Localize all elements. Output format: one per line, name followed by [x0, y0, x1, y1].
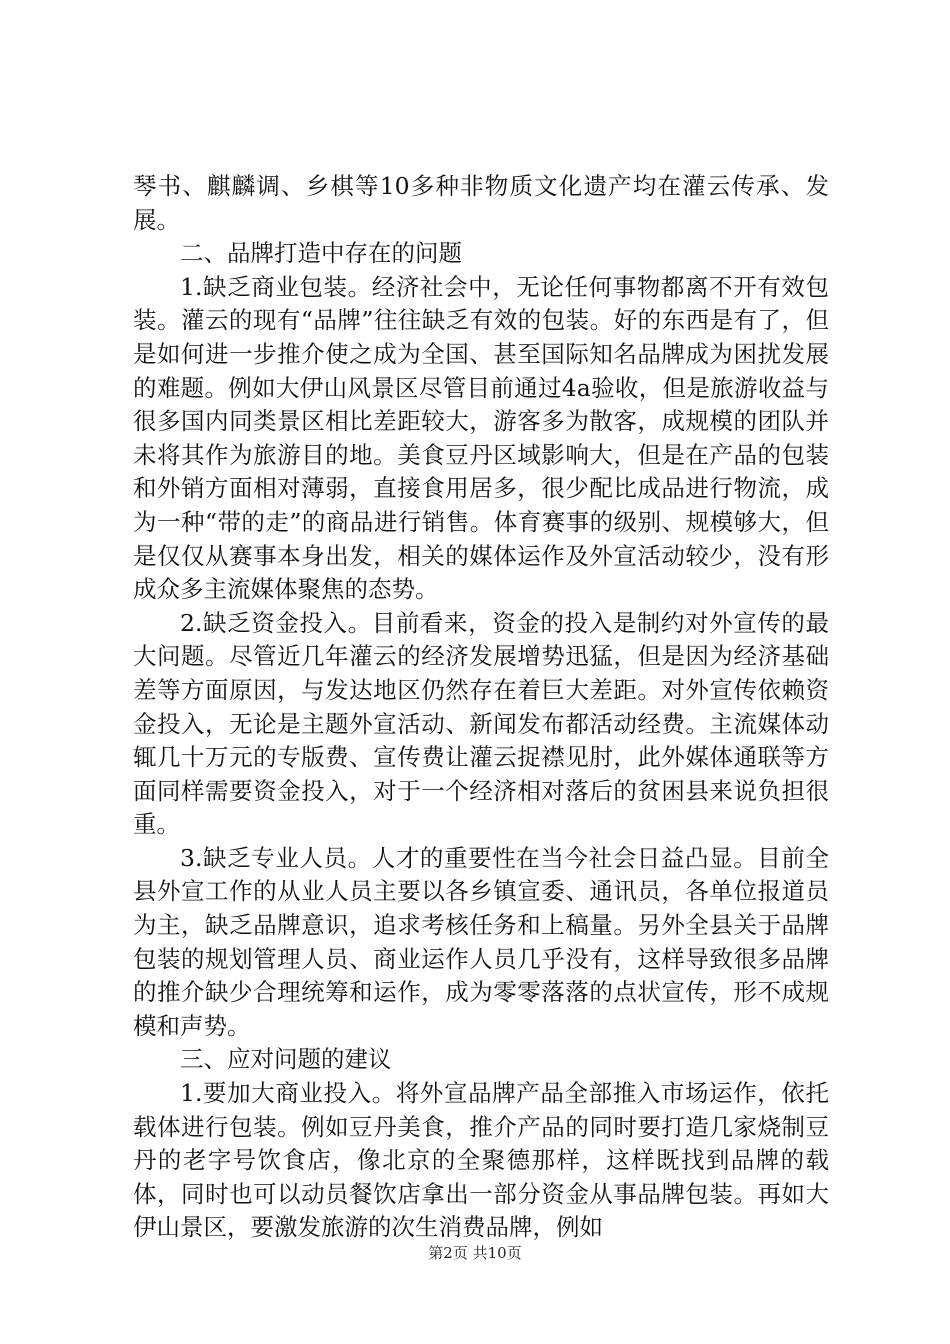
- page-number-footer: 第2页 共10页: [428, 1244, 522, 1262]
- section-heading-problems: 二、品牌打造中存在的问题: [180, 239, 462, 268]
- paragraph-packaging: 1.缺乏商业包装。经济社会中，无论任何事物都离不开有效包装。灌云的现有“品牌”往往缺乏有效的包装。好的东西是有了，但是如何进一步推介使之成为全国、甚至国际知名品牌成为困扰发展的难题。例如大伊山风景区尽管目前通过4a验收，但是旅游收益与很多国内同类景区相比差距较大，游客多为散客，成规模的团队并未将其作为旅游目的地。美食豆丹区域影响大，但是在产品的包装和外销方面相对薄弱，直接食用居多，很少配比成品进行物流，成为一种“带的走”的商品进行销售。体育赛事的级别、规模够大，但是仅仅从赛事本身出发，相关的媒体运作及外宣活动较少，没有形成众多主流媒体聚焦的态势。: [133, 272, 829, 604]
- section-heading-suggestions: 三、应对问题的建议: [180, 1045, 392, 1074]
- paragraph-commercial-investment: 1.要加大商业投入。将外宣品牌产品全部推入市场运作，依托载体进行包装。例如豆丹美食，推介产品的同时要打造几家烧制豆丹的老字号饮食店，像北京的全聚德那样，这样既找到品牌的载体，同时也可以动员餐饮店拿出一部分资金从事品牌包装。再如大伊山景区，要激发旅游的次生消费品牌，例如: [133, 1079, 829, 1242]
- document-body: [133, 170, 829, 1245]
- paragraph-continuation: 琴书、麒麟调、乡棋等10多种非物质文化遗产均在灌云传承、发展。: [133, 172, 829, 234]
- paragraph-funding: 2.缺乏资金投入。目前看来，资金的投入是制约对外宣传的最大问题。尽管近几年灌云的经济发展增势迅猛，但是因为经济基础差等方面原因，与发达地区仍然存在着巨大差距。对外宣传依赖资金投入，无论是主题外宣活动、新闻发布都活动经费。主流媒体动辄几十万元的专版费、宣传费让灌云捉襟见肘，此外媒体通联等方面同样需要资金投入，对于一个经济相对落后的贫困县来说负担很重。: [133, 608, 829, 839]
- paragraph-personnel: 3.缺乏专业人员。人才的重要性在当今社会日益凸显。目前全县外宣工作的从业人员主要以各乡镇宣委、通讯员，各单位报道员为主，缺乏品牌意识，追求考核任务和上稿量。另外全县关于品牌包装的规划管理人员、商业运作人员几乎没有，这样导致很多品牌的推介缺少合理统筹和运作，成为零零落落的点状宣传，形不成规模和声势。: [133, 843, 829, 1040]
